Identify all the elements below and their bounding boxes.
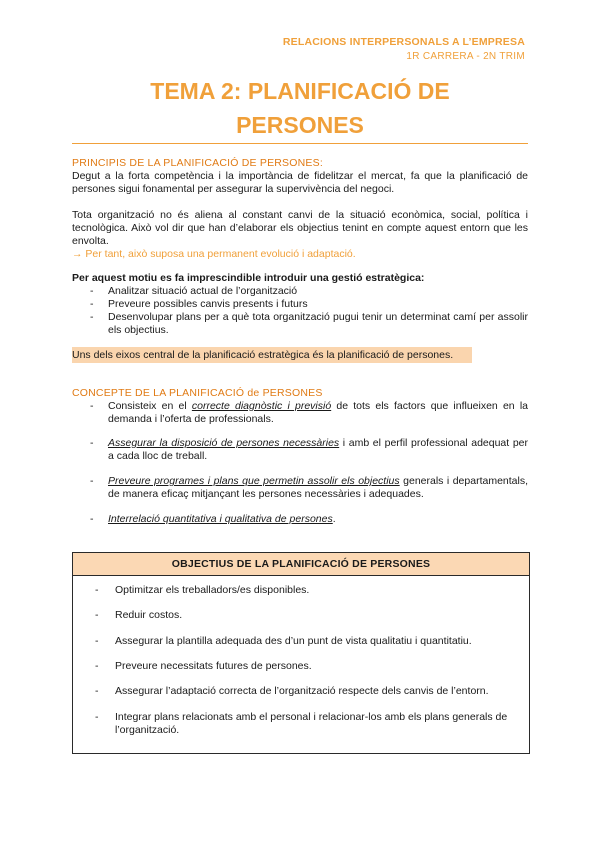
highlighted-statement: Uns dels eixos central de la planificació estratègica és la planificació de persones. xyxy=(72,347,472,363)
objectives-heading: OBJECTIUS DE LA PLANIFICACIÓ DE PERSONES xyxy=(73,553,529,576)
section-heading-concepte: CONCEPTE DE LA PLANIFICACIÓ de PERSONES xyxy=(72,387,323,399)
list-item: - Interrelació quantitativa i qualitativa de persones. xyxy=(90,513,336,525)
list-item: - Analitzar situació actual de l’organització xyxy=(90,285,298,297)
list-item: - Desenvolupar plans per a què tota organització pugui tenir un determinat camí per assolir els objectius. xyxy=(90,311,528,336)
list-item: - Preveure possibles canvis presents i futurs xyxy=(90,298,308,310)
title-line-1: TEMA 2: PLANIFICACIÓ DE xyxy=(150,78,450,104)
course-subheader: 1R CARRERA - 2N TRIM xyxy=(406,51,525,62)
paragraph-organitzacio: Tota organització no és aliena al constant canvi de la situació econòmica, social, política i tecnològica. Això vol dir que han d’elaborar els objectius tenint en compte aquest entorn que les envolta. xyxy=(72,209,528,247)
title-divider xyxy=(72,143,528,144)
page-title xyxy=(72,74,528,142)
list-item: - Optimitzar els treballadors/es disponibles. xyxy=(95,584,310,596)
course-header: RELACIONS INTERPERSONALS A L’EMPRESA xyxy=(282,36,525,48)
list-item: - Assegurar la disposició de persones necessàries i amb el perfil professional adequat per a cada lloc de treball. xyxy=(90,437,528,462)
arrow-conclusion: → Per tant, això suposa una permanent evolució i adaptació. xyxy=(72,248,356,260)
objectives-box xyxy=(72,552,530,754)
list-item: - Consisteix en el correcte diagnòstic i previsió de tots els factors que influeixen en la demanda i l’oferta de professionals. xyxy=(90,400,529,425)
list-item: - Reduir costos. xyxy=(95,609,183,621)
concept-list xyxy=(72,400,528,526)
title-line-2: PERSONES xyxy=(236,112,364,138)
list-item: - Integrar plans relacionats amb el personal i relacionar-los amb els plans generals de l’organització. xyxy=(95,711,508,736)
strategic-list xyxy=(72,285,528,337)
strategic-management-lead: Per aquest motiu es fa imprescindible introduir una gestió estratègica: xyxy=(72,272,425,284)
section-heading-principis: PRINCIPIS DE LA PLANIFICACIÓ DE PERSONES: xyxy=(72,157,323,169)
paragraph-competencia: Degut a la forta competència i la importància de fidelitzar el mercat, fa que la planificació de persones sigui fonamental per assegurar la supervivència del negoci. xyxy=(72,170,528,195)
list-item: - Preveure programes i plans que permetin assolir els objectius generals i departamentals, de manera eficaç mitjançant les persones necessàries i adequades. xyxy=(90,475,529,500)
list-item: - Preveure necessitats futures de persones. xyxy=(95,660,312,672)
list-item: - Assegurar l’adaptació correcta de l’organització respecte dels canvis de l’entorn. xyxy=(95,685,489,697)
list-item: - Assegurar la plantilla adequada des d’un punt de vista qualitatiu i quantitatiu. xyxy=(95,635,472,647)
